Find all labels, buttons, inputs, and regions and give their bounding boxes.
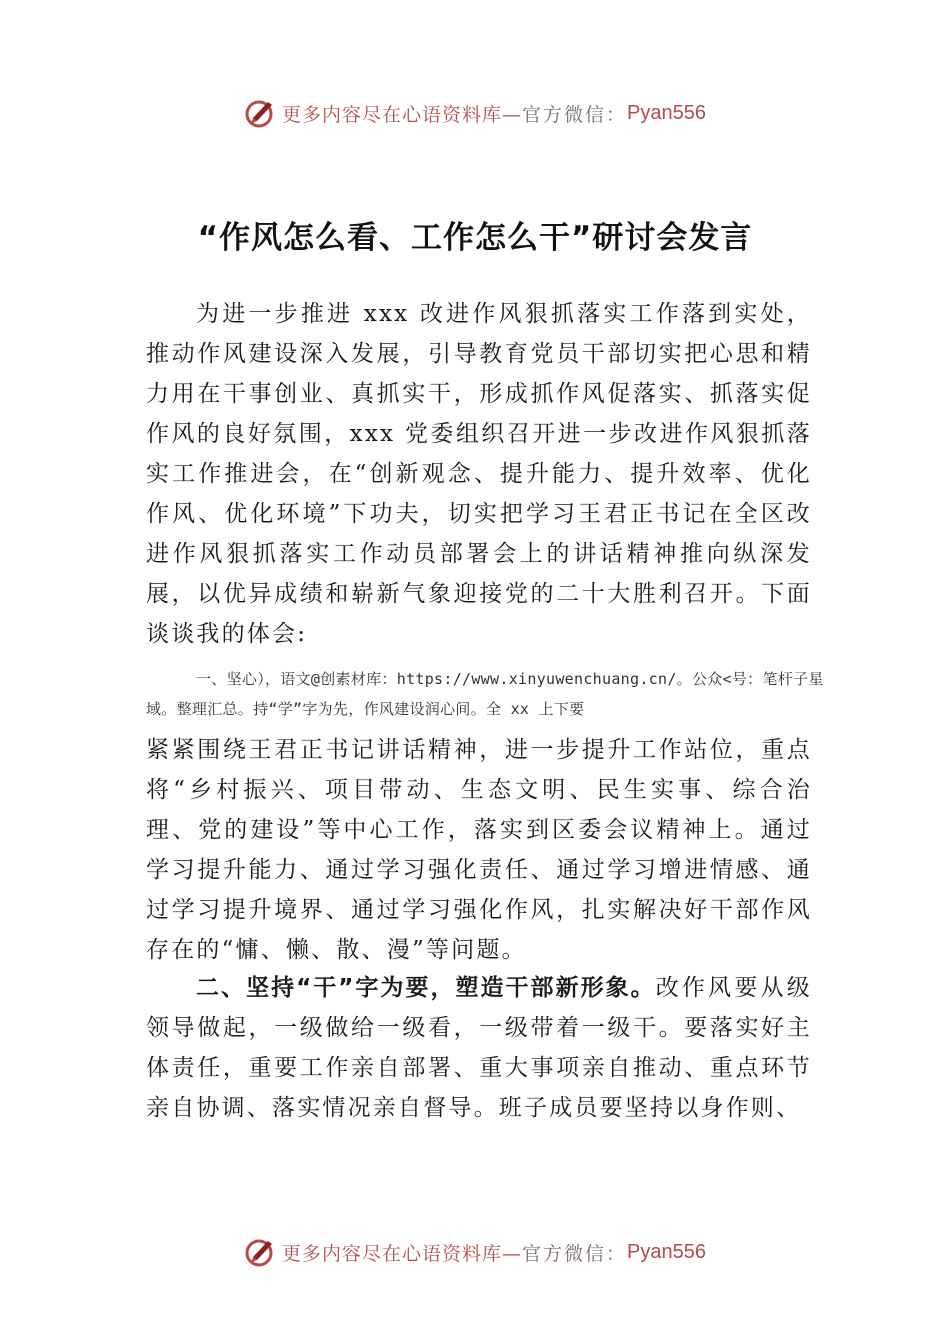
banner-slogan: 更多内容尽在心语资料库— xyxy=(282,103,523,126)
source-note: 一、坚心），语文@创素材库：https://www.xinyuwenchuang.cn/。公众<号：笔杆子星域。整理汇总。持“学”字为先，作风建设润心间。全 xx 上下要 xyxy=(146,670,824,718)
paragraph-study: 紧紧围绕王君正书记讲话精神，进一步提升工作站位，重点将“乡村振兴、项目带动、生态文明、民生实事、综合治理、党的建设”等中心工作，落实到区委会议精神上。通过学习提升能力、通过学习强化责任、通过学习增进情感、通过学习提升境界、通过学习强化作风，扎实解决好干部作风存在的“慵、懒、散、漫”等问题。 xyxy=(146,737,812,963)
pen-logo-icon xyxy=(244,1235,278,1269)
section-2-body: 改作风要从级领导做起，一级做给一级看，一级带着一级干。要落实好主体责任，重要工作亲自部署、重大事项亲自推动、重点环节亲自协调、落实情况亲自督导。班子成员要坚持以身作则、 xyxy=(146,975,813,1121)
banner-wechat-id: Pyan556 xyxy=(627,101,706,124)
banner-wechat-id: Pyan556 xyxy=(627,1240,706,1263)
paragraph-section-2 xyxy=(146,968,812,1128)
paragraph-intro: 为进一步推进 xxx 改进作风狠抓落实工作落到实处，推动作风建设深入发展，引导教育党员干部切实把心思和精力用在干事创业、真抓实干，形成抓作风促落实、抓落实促作风的良好氛围，xxx 党委组织召开进一步改进作风狠抓落实工作推进会，在“创新观念、提升能力、提升效率、优化作风、优化环境”下功夫，切实把学习王君正书记在全区改进作风狠抓落实工作动员部署会上的讲话精神推向纵深发展，以优异成绩和崭新气象迎接党的二十大胜利召开。下面谈谈我的体会: xyxy=(146,301,812,647)
banner-slogan: 更多内容尽在心语资料库— xyxy=(282,1242,523,1265)
banner-wechat-label: 官方微信： xyxy=(522,103,628,126)
document-title: “作风怎么看、工作怎么干”研讨会发言 xyxy=(197,220,753,256)
pen-logo-icon xyxy=(244,96,278,130)
header-banner xyxy=(0,93,950,133)
footer-banner xyxy=(0,1232,950,1272)
banner-wechat-label: 官方微信： xyxy=(522,1242,628,1265)
section-2-heading: 二、坚持“干”字为要，塑造干部新形象。 xyxy=(196,975,656,1001)
